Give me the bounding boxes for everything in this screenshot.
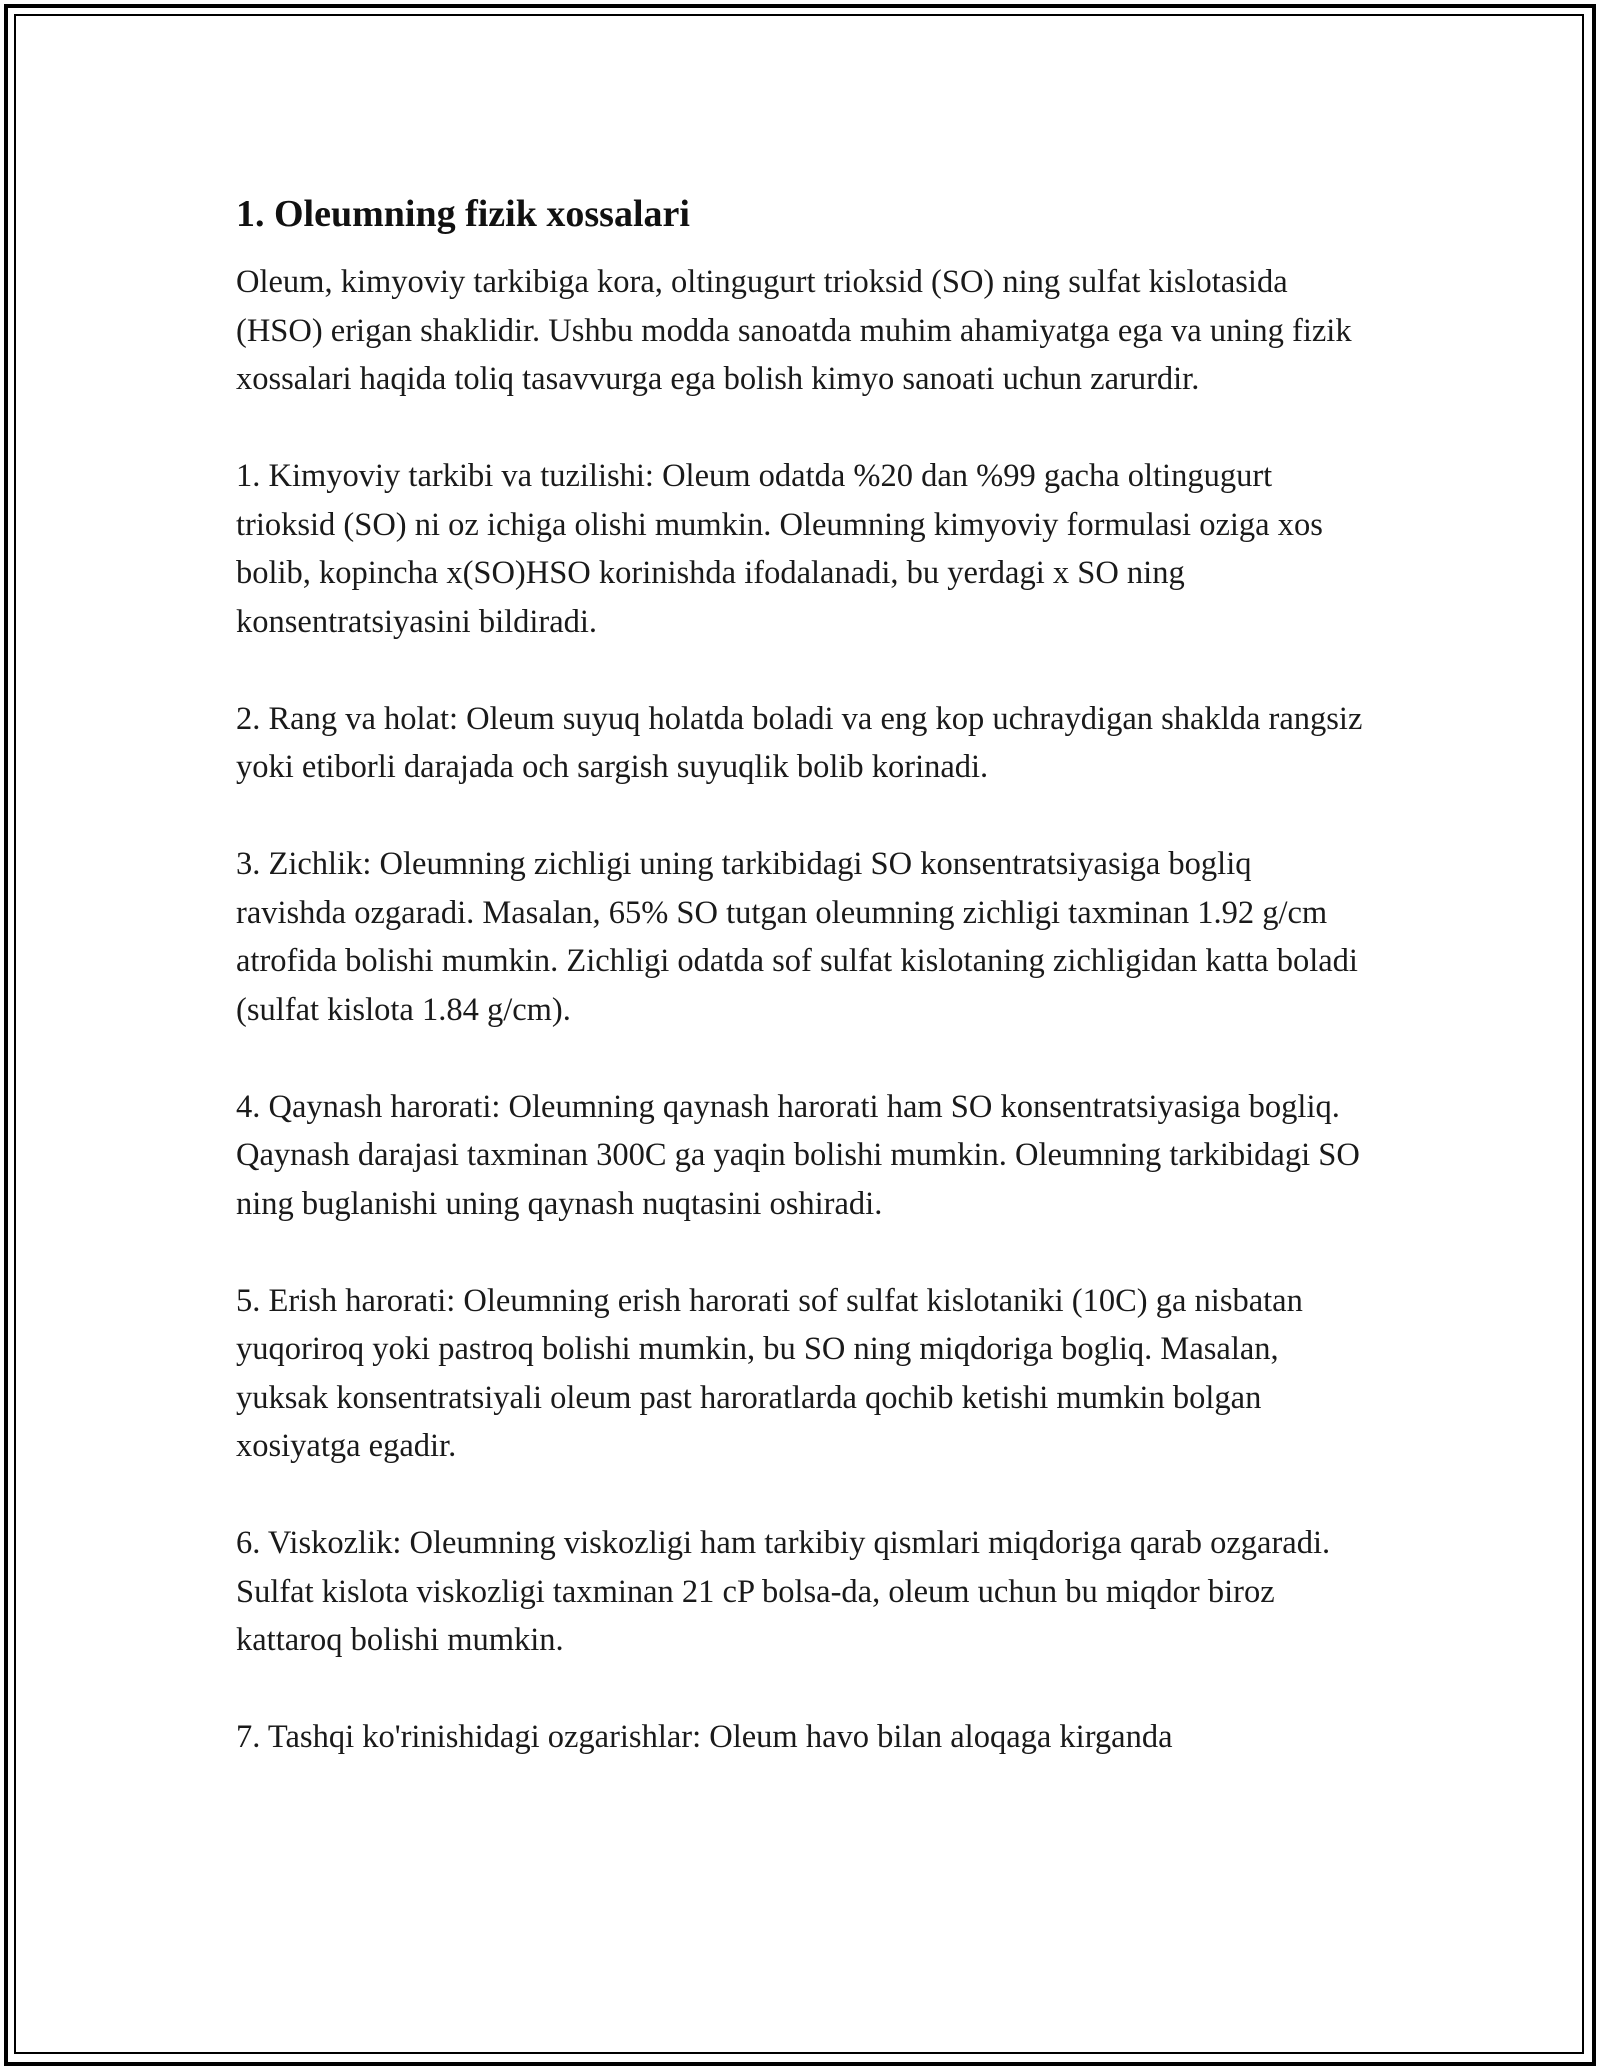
paragraph-viscosity: 6. Viskozlik: Oleumning viskozligi ham tarkibiy qismlari miqdoriga qarab ozgaradi. Sulfat kislota viskozligi taxminan 21 cP bolsa-da, oleum uchun bu miqdor biroz kattaroq bolishi mumkin.	[236, 1525, 1331, 1658]
paragraph-color-state: 2. Rang va holat: Oleum suyuq holatda boladi va eng kop uchraydigan shaklda rangsiz yoki etiborli darajada och sargish suyuqlik bolib korinadi.	[236, 700, 1363, 785]
paragraph-appearance-changes: 7. Tashqi ko'rinishidagi ozgarishlar: Oleum havo bilan aloqaga kirganda	[236, 1719, 1173, 1755]
paragraph-density: 3. Zichlik: Oleumning zichligi uning tarkibidagi SO konsentratsiyasiga bogliq ravishda ozgaradi. Masalan, 65% SO tutgan oleumning zichligi taxminan 1.92 g/cm atrofida bolishi mumkin. Zichligi odatda sof sulfat kislotaning zichligidan katta boladi (sulfat kislota 1.84 g/cm).	[236, 846, 1358, 1028]
document-page	[236, 188, 1366, 1810]
paragraph-melting-point: 5. Erish harorati: Oleumning erish harorati sof sulfat kislotaniki (10C) ga nisbatan yuqoriroq yoki pastroq bolishi mumkin, bu SO ning miqdoriga bogliq. Masalan, yuksak konsentratsiyali oleum past haroratlarda qochib ketishi mumkin bolgan xosiyatga egadir.	[236, 1282, 1303, 1464]
paragraph-chemical-composition: 1. Kimyoviy tarkibi va tuzilishi: Oleum odatda %20 dan %99 gacha oltingugurt trioksid (SO) ni oz ichiga olishi mumkin. Oleumning kimyoviy formulasi oziga xos bolib, kopincha x(SO)HSO korinishda ifodalanadi, bu yerdagi x SO ning konsentratsiyasini bildiradi.	[236, 458, 1323, 640]
section-heading: 1. Oleumning fizik xossalari	[236, 193, 690, 235]
paragraph-boiling-point: 4. Qaynash harorati: Oleumning qaynash harorati ham SO konsentratsiyasiga bogliq. Qaynash darajasi taxminan 300C ga yaqin bolishi mumkin. Oleumning tarkibidagi SO ning buglanishi uning qaynash nuqtasini oshiradi.	[236, 1088, 1360, 1222]
intro-paragraph: Oleum, kimyoviy tarkibiga kora, oltingugurt trioksid (SO) ning sulfat kislotasida (HSO) erigan shaklidir. Ushbu modda sanoatda muhim ahamiyatga ega va uning fizik xossalari haqida toliq tasavvurga ega bolish kimyo sanoati uchun zarurdir.	[236, 264, 1352, 397]
